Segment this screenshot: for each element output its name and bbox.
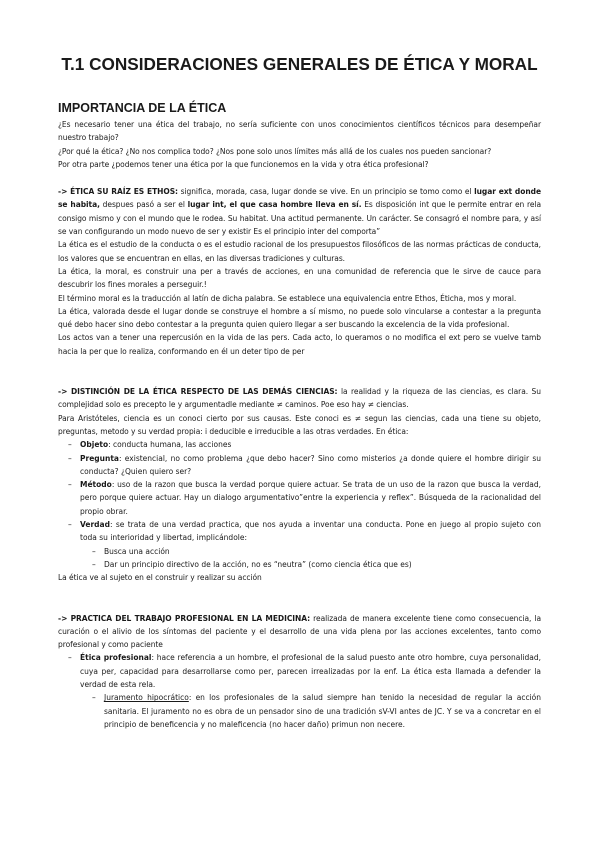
- practica-list: [58, 651, 541, 731]
- sub-list-item: – Dar un principio directivo de la acción, no es “neutra” (como ciencia ética que es): [92, 558, 541, 571]
- list-item: – Verdad: se trata de una verdad practica, que nos ayuda a inventar una conducta. Pone en juego al propio sujeto con toda su interioridad y libertad, implicándole: – Busca una acción – Dar un principio directivo de la acción, no es “neutra” (como ciencia ética que es): [68, 518, 541, 571]
- practica-lead: -> PRACTICA DEL TRABAJO PROFESIONAL EN LA MEDICINA:: [58, 613, 311, 623]
- list-item: – Objeto: conducta humana, las acciones: [68, 438, 541, 451]
- ethos-paragraph-4: El término moral es la traducción al latín de dicha palabra. Se establece una equivalencia entre Ethos, Éticha, mos y moral.: [58, 293, 517, 303]
- ethos-paragraph-5: La ética, valorada desde el lugar donde se construye el hombre a sí mismo, no puede solo vincularse a contestar a la pregunta qué debo hacer sino debo contestar a la pregunta quien quiero llegar a ser buscando la excelencia de la vida profesional.: [58, 306, 541, 330]
- distincion-paragraph-2: Para Aristóteles, ciencia es un conoci cierto por sus causas. Este conoci es ≠ segun las ciencias, cada una tiene su objeto, preguntas, metodo y su verdad propia: i deducible e irreducible a las otras verdades. En ética:: [58, 413, 541, 436]
- distincion-lead: -> DISTINCIÓN DE LA ÉTICA RESPECTO DE LAS DEMÁS CIENCIAS:: [58, 387, 338, 397]
- section-heading-importancia: IMPORTANCIA DE LA ÉTICA: [58, 101, 227, 115]
- etica-list: [58, 438, 541, 571]
- sub-list-item: – Busca una acción: [92, 545, 541, 558]
- ethos-paragraph-2: La ética es el estudio de la conducta o es el estudio racional de los presupuestos filosóficos de las normas prácticas de conducta, los valores que se encuentran en ellas, en las diversas tradiciones y culturas.: [58, 240, 541, 263]
- sub-list-item: – Juramento hipocrático: en los profesionales de la salud siempre han tenido la necesidad de regular la acción sanitaria. El juramento no es obra de un pensador sino de una tradición sV-VI antes de JC. Y se va a concretar en el principio de beneficencia y no maleficencia (no hacer daño) primun non necere.: [92, 691, 541, 731]
- distincion-paragraph: -> DISTINCIÓN DE LA ÉTICA RESPECTO DE LAS DEMÁS CIENCIAS: la realidad y la riqueza de las ciencias, es clara. Su complejidad solo es precepto le y argumentadle mediante ≠ caminos. Poe eso hay ≠ ciencias.: [58, 387, 541, 410]
- verdad-sublist: [80, 545, 541, 572]
- question-paragraph-1: ¿Es necesario tener una ética del trabajo, no sería suficiente con unos conocimientos científicos técnicos para desempeñar nuestro trabajo?: [58, 120, 541, 143]
- question-paragraph-3: Por otra parte ¿podemos tener una ética por la que funcionemos en la vida y otra ética profesional?: [58, 159, 429, 169]
- ethos-paragraph: -> ÉTICA SU RAÍZ ES ETHOS: significa, morada, casa, lugar donde se vive. En un principio se tomo como el lugar ext donde se habita, despues pasó a ser el lugar int, el que casa hombre lleva en sí. Es disposición int que le permite entrar en rela consigo mismo y con el mundo que le rodea. Su habitat. Una actitud permanente. Un carácter. Se consagró el nombre para, y así se van configurando un modo nuevo de ser y existir Es el principio inter del comporta”: [58, 187, 542, 237]
- question-paragraph-2: ¿Por qué la ética? ¿No nos complica todo? ¿Nos pone solo unos límites más allá de los cuales nos pueden sancionar?: [58, 146, 492, 156]
- list-item: – Método: uso de la razon que busca la verdad porque quiere actuar. Se trata de un uso de la razon que busca la verdad, pero porque quiere actuar. Hay un dialogo argumentativo”entre la experiencia y reflex”. Búsqueda de la racionalidad del propio obrar.: [68, 478, 541, 518]
- practica-paragraph: -> PRACTICA DEL TRABAJO PROFESIONAL EN LA MEDICINA: realizada de manera excelente tiene como consecuencia, la curación o el alivio de los síntomas del paciente y el desarrollo de una vida plena por las acciones excelentes, tanto como profesional y como paciente: [58, 613, 541, 650]
- document-title: T.1 CONSIDERACIONES GENERALES DE ÉTICA Y MORAL: [61, 54, 538, 74]
- ethos-paragraph-6: Los actos van a tener una repercusión en la vida de las pers. Cada acto, lo queramos o no modifica el ext pero se vuelve tamb hacia la per que lo realiza, conformando en él un deter tipo de per: [58, 333, 541, 356]
- ethos-paragraph-3: La ética, la moral, es construir una per a través de acciones, en una comunidad de referencia que le sirve de cauce para descubrir los fines morales a perseguir.!: [58, 266, 541, 290]
- list-item: – Pregunta: existencial, no como problema ¿que debo hacer? Sino como misterios ¿a donde quiere el hombre dirigir su conducta? ¿Quien quiero ser?: [68, 452, 541, 479]
- practica-sublist: [80, 691, 541, 731]
- distincion-closing: La ética ve al sujeto en el construir y realizar su acción: [58, 573, 262, 583]
- ethos-lead: -> ÉTICA SU RAÍZ ES ETHOS:: [58, 187, 178, 197]
- list-item: – Ética profesional: hace referencia a un hombre, el profesional de la salud puesto ante otro hombre, cuya personalidad, cuya per, capacidad para desarrollarse como per, parecen irrealizadas por la enf. La ética esta llamada a defender la verdad de esta rela. – Juramento hipocrático: en los profesionales de la salud siempre han tenido la necesidad de regular la acción sanitaria. El juramento no es obra de un pensador sino de una tradición sV-VI antes de JC. Y se va a concretar en el principio de beneficencia y no maleficencia (no hacer daño) primun non necere.: [68, 651, 541, 731]
